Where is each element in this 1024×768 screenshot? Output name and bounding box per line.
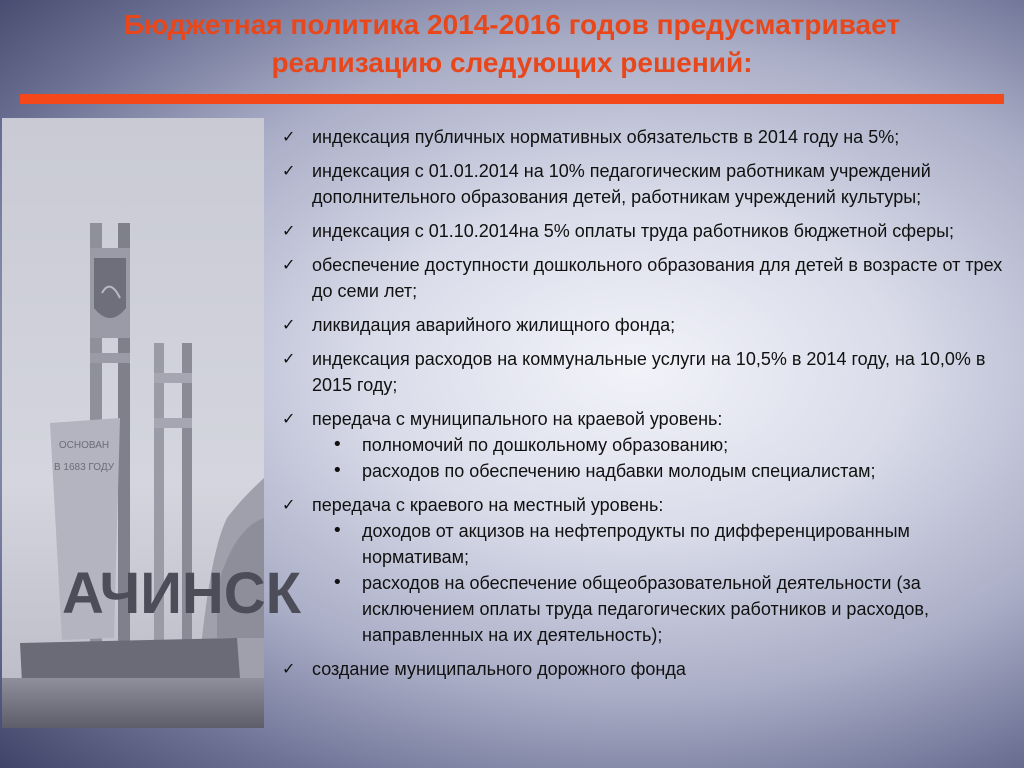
checkmark-icon: ✓ — [282, 349, 296, 368]
sign-text-line-2: В 1683 ГОДУ — [53, 462, 115, 473]
list-item-text: индексация публичных нормативных обязательств в 2014 году на 5%; — [312, 127, 900, 147]
sub-list-item — [332, 518, 1020, 570]
sub-list-item-text: доходов от акцизов на нефтепродукты по дифференцированным нормативам; — [362, 521, 910, 567]
sub-list — [312, 518, 1020, 648]
checkmark-icon: ✓ — [282, 659, 296, 678]
list-item-text: индексация с 01.10.2014на 5% оплаты труда работников бюджетной сферы; — [312, 221, 955, 241]
sign-text-line-1: ОСНОВАН — [58, 440, 110, 451]
title-divider — [20, 94, 1004, 104]
slide-title-line-2: реализацию следующих решений: — [271, 47, 753, 78]
sub-list-item — [332, 432, 1020, 458]
list-item — [282, 124, 1020, 150]
slide-title-line-1: Бюджетная политика 2014-2016 годов предусматривает — [123, 9, 901, 40]
bullet-icon: • — [332, 434, 343, 455]
list-item — [282, 312, 1020, 338]
sub-list-item-text: расходов на обеспечение общеобразовательной деятельности (за исключением оплаты труда педагогических работников и расходов, направленных на их деятельность); — [362, 573, 929, 645]
sub-list-item-text: расходов по обеспечению надбавки молодым специалистам; — [362, 461, 876, 481]
checkmark-icon: ✓ — [282, 255, 296, 274]
checkmark-icon: ✓ — [282, 221, 296, 240]
list-item-text: создание муниципального дорожного фонда — [312, 659, 686, 679]
list-item — [282, 158, 1020, 210]
list-item — [282, 252, 1020, 304]
bullet-icon: • — [332, 572, 343, 593]
sub-list-item — [332, 458, 1020, 484]
sub-list-item-text: полномочий по дошкольному образованию; — [362, 435, 729, 455]
checkmark-icon: ✓ — [282, 127, 296, 146]
city-letters: АЧИНСК — [62, 561, 302, 626]
checkmark-icon: ✓ — [282, 315, 296, 334]
list-item-text: передача с муниципального на краевой уровень: — [312, 409, 723, 429]
list-item-text: индексация расходов на коммунальные услуги на 10,5% в 2014 году, на 10,0% в 2015 году; — [312, 349, 986, 395]
list-item-text: ликвидация аварийного жилищного фонда; — [312, 315, 676, 335]
bullet-icon: • — [332, 460, 343, 481]
list-item-text: индексация с 01.01.2014 на 10% педагогическим работникам учреждений дополнительного образования детей, работникам учреждений культуры; — [312, 161, 931, 207]
sub-list-item — [332, 570, 1020, 648]
list-item-text: обеспечение доступности дошкольного образования для детей в возрасте от трех до семи лет; — [312, 255, 1003, 301]
monument-photo — [2, 118, 302, 728]
list-item — [282, 492, 1020, 648]
list-item — [282, 346, 1020, 398]
list-item — [282, 218, 1020, 244]
checkmark-icon: ✓ — [282, 495, 296, 514]
checkmark-icon: ✓ — [282, 161, 296, 180]
sub-list — [312, 432, 1020, 484]
checkmark-icon: ✓ — [282, 409, 296, 428]
list-item — [282, 406, 1020, 484]
list-item — [282, 656, 1020, 682]
bullet-icon: • — [332, 520, 343, 541]
decision-list — [282, 124, 1020, 690]
list-item-text: передача с краевого на местный уровень: — [312, 495, 664, 515]
slide-title — [20, 6, 1004, 82]
